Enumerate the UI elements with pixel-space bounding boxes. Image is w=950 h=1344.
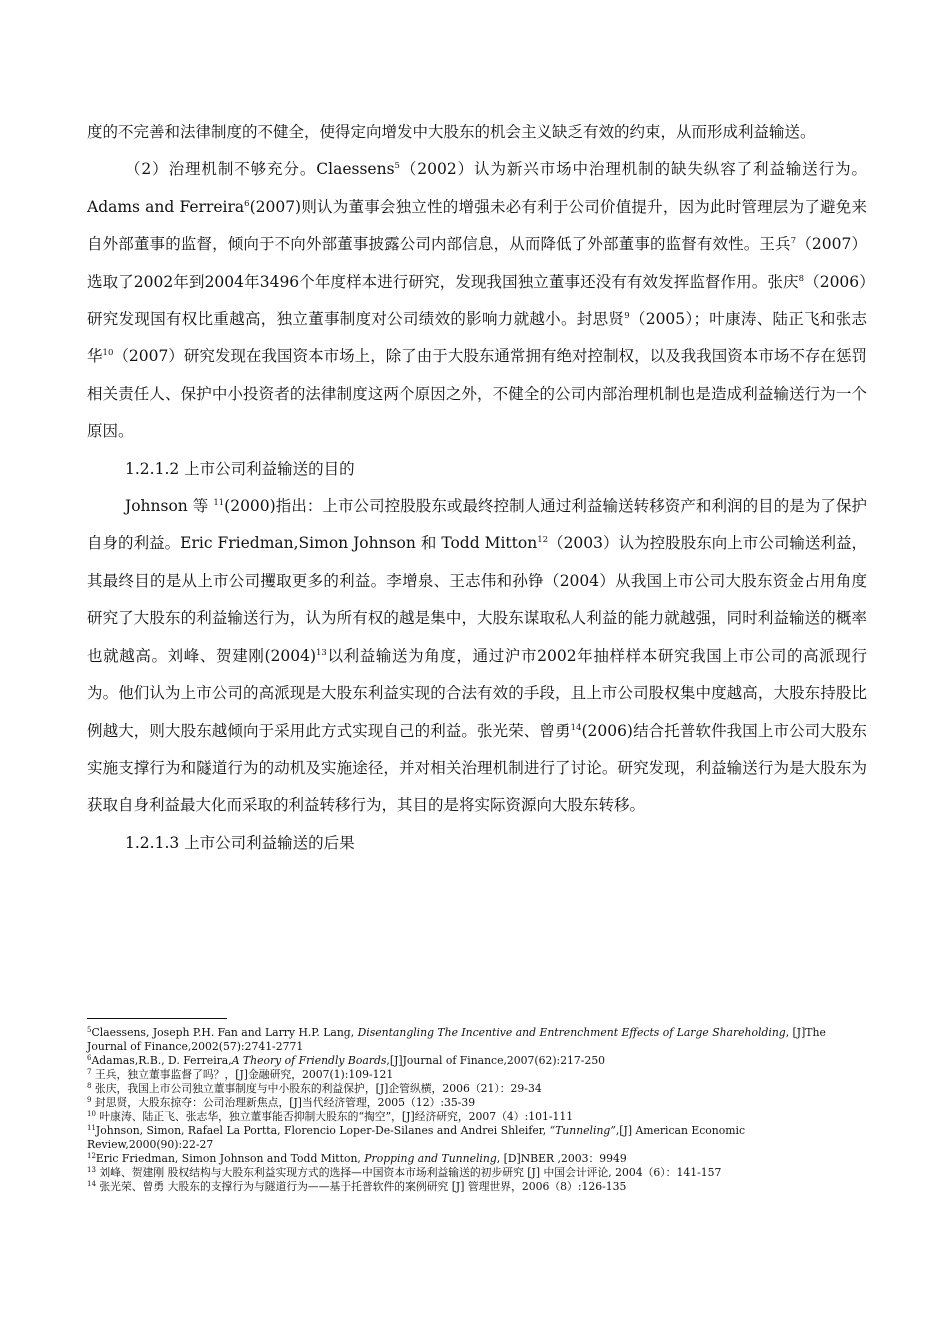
text-run: Adamas,R.B., D. Ferreira, (91, 1054, 232, 1067)
footnote-ref: 7 (790, 236, 797, 247)
text-run: （2005）；叶康涛、陆正飞和张志华 (87, 310, 867, 366)
footnote (87, 1180, 857, 1194)
text-run: 1.2.1.2 上市公司利益输送的目的 (125, 459, 355, 478)
footnote (87, 1026, 857, 1054)
italic-title: Propping and Tunneling (364, 1152, 497, 1165)
footnote-ref: 6 (87, 1054, 92, 1062)
paragraph (87, 151, 867, 450)
text-run: Eric Friedman, Simon Johnson and Todd Mitton, (95, 1152, 365, 1165)
text-run: （2007）研究发现在我国资本市场上，除了由于大股东通常拥有绝对控制权，以及我我国资本市场不存在惩罚相关责任人、保护中小投资者的法律制度这两个原因之外，不健全的公司内部治理机制也是造成利益输送行为一个原因。 (87, 347, 867, 441)
footnote-ref: 14 (87, 1180, 96, 1188)
italic-title: A Theory of Friendly Boards (231, 1054, 387, 1067)
footnote-ref: 14 (570, 722, 582, 733)
footnote-ref: 9 (87, 1096, 92, 1104)
text-run: (2000)指出：上市公司控股股东或最终控制人通过利益输送转移资产和利润的目的是为了保护自身的利益。Eric Friedman,Simon Johnson 和 Todd Mitton (87, 497, 868, 553)
footnote (87, 1054, 857, 1068)
text-run: 刘峰、贺建刚 股权结构与大股东利益实现方式的选择—中国资本市场利益输送的初步研究 [J] 中国会计评论, 2004（6）：141-157 (95, 1166, 722, 1179)
paragraph (87, 488, 867, 825)
footnote-ref: 12 (87, 1152, 96, 1160)
text-run: 以利益输送为角度，通过沪市2002年抽样样本研究我国上市公司的高派现行为。他们认为上市公司的高派现是大股东利益实现的合法有效的手段，且上市公司股权集中度越高，大股东持股比例越大，则大股东越倾向于采用此方式实现自己的利益。张光荣、曾勇 (87, 646, 867, 740)
footnote-ref: 8 (87, 1082, 92, 1090)
text-run: （2007）选取了2002年到2004年3496个年度样本进行研究，发现我国独立董事还没有有效发挥监督作用。张庆 (87, 235, 867, 291)
text-run: , [J]The Journal of Finance,2002(57):2741-2771 (87, 1026, 826, 1053)
footnote (87, 1110, 857, 1124)
section-heading (87, 825, 867, 862)
footnote-separator (87, 1018, 227, 1019)
text-run: Claessens, Joseph P.H. Fan and Larry H.P. Lang, (91, 1026, 358, 1039)
footnote-ref: 9 (624, 311, 630, 322)
footnote-ref: 13 (316, 647, 327, 658)
italic-title: “Tunneling” (549, 1124, 616, 1137)
footnote-ref: 12 (537, 535, 549, 546)
text-run: Johnson, Simon, Rafael La Portta, Florencio Loper-De-Silanes and Andrei Shleifer, (95, 1124, 550, 1137)
text-run: 王兵，独立董事监督了吗？，[J]金融研究，2007(1):109-121 (91, 1068, 394, 1081)
text-run: （2006）研究发现国有权比重越高，独立董事制度对公司绩效的影响力就越小。封思贤 (87, 272, 868, 329)
text-run: 度的不完善和法律制度的不健全，使得定向增发中大股东的机会主义缺乏有效的约束，从而形成利益输送。 (87, 123, 816, 141)
footnote (87, 1124, 857, 1152)
text-run: 张光荣、曾勇 大股东的支撑行为与隧道行为——基于托普软件的案例研究 [J] 管理世界，2006（8）:126-135 (95, 1180, 627, 1193)
footnote (87, 1166, 857, 1180)
footnote-ref: 8 (798, 273, 804, 284)
text-run: （2002）认为新兴市场中治理机制的缺失纵容了利益输送行为。Adams and Ferreira (87, 160, 867, 216)
text-run: 封思贤，大股东掠夺：公司治理新焦点，[J]当代经济管理，2005（12）:35-39 (91, 1096, 476, 1109)
footnote (87, 1082, 857, 1096)
text-run: （2003）认为控股股东向上市公司输送利益，其最终目的是从上市公司攫取更多的利益。李增泉、王志伟和孙铮（2004）从我国上市公司大股东资金占用角度研究了大股东的利益输送行为，认为所有权的越是集中，大股东谋取私人利益的能力就越强，同时利益输送的概率也就越高。刘峰、贺建刚(2004) (87, 534, 867, 665)
footnote (87, 1096, 857, 1110)
footnote-ref: 10 (102, 348, 114, 359)
footnote-ref: 10 (87, 1110, 96, 1118)
italic-title: Disentangling The Incentive and Entrenchment Effects of Large Shareholding (357, 1026, 786, 1039)
text-run: (2006)结合托普软件我国上市公司大股东实施支撑行为和隧道行为的动机及实施途径，并对相关治理机制进行了讨论。研究发现，利益输送行为是大股东为获取自身利益最大化而采取的利益转移行为，其目的是将实际资源向大股东转移。 (87, 721, 867, 815)
body-text (87, 114, 867, 862)
footnote (87, 1068, 857, 1082)
text-run: （2）治理机制不够充分。Claessens (125, 160, 395, 179)
text-run: , [D]NBER ,2003：9949 (496, 1152, 627, 1165)
footnote-ref: 7 (87, 1068, 92, 1076)
footnote-ref: 11 (87, 1124, 96, 1132)
text-run: (2007)则认为董事会独立性的增强未必有利于公司价值提升，因为此时管理层为了避免来自外部董事的监督，倾向于不向外部董事披露公司内部信息，从而降低了外部董事的监督有效性。王兵 (87, 197, 867, 254)
text-run: 叶康涛、陆正飞、张志华，独立董事能否抑制大股东的“掏空”，[J]经济研究，2007（4）:101-111 (95, 1110, 574, 1123)
section-heading (87, 451, 867, 488)
footnote-ref: 11 (213, 498, 225, 509)
footnote-ref: 5 (394, 161, 400, 172)
text-run: 张庆，我国上市公司独立董事制度与中小股东的利益保护，[J]企管纵横，2006（21）：29-34 (91, 1082, 542, 1095)
paragraph (87, 114, 867, 151)
text-run: Johnson 等 (125, 497, 214, 516)
footnote-ref: 5 (87, 1026, 92, 1034)
text-run: ,[J]Journal of Finance,2007(62):217-250 (386, 1054, 606, 1067)
footnote-ref: 6 (244, 198, 250, 209)
footnote (87, 1152, 857, 1166)
text-run: 1.2.1.3 上市公司利益输送的后果 (125, 833, 355, 852)
footnote-ref: 13 (87, 1166, 96, 1174)
footnotes (87, 1026, 857, 1194)
text-run: ,[J] American Economic Review,2000(90):22-27 (87, 1124, 745, 1151)
